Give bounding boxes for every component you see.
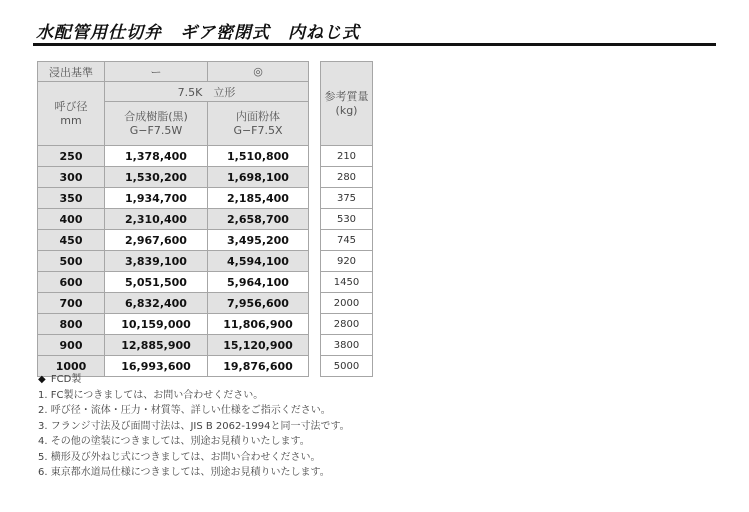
weight-cell: 375 [321, 188, 373, 209]
price-x-cell: 7,956,600 [208, 293, 309, 314]
table-row [38, 209, 309, 230]
price-x-cell: 4,594,100 [208, 251, 309, 272]
note-item: 4. その他の塗装につきましては、別途お見積りいたします。 [38, 436, 310, 447]
spec-header: 7.5K 立形 [105, 82, 309, 102]
price-w-cell: 5,051,500 [105, 272, 208, 293]
size-cell: 600 [38, 272, 105, 293]
size-cell: 350 [38, 188, 105, 209]
note-item: 5. 横形及び外ねじ式につきましては、お問い合わせください。 [38, 451, 321, 463]
col-x-header [208, 102, 309, 146]
weight-cell: 280 [321, 167, 373, 188]
weight-header-text: 参考質量 (kg) [324, 89, 369, 117]
size-cell: 700 [38, 293, 105, 314]
weight-row [321, 146, 373, 167]
price-w-cell: 6,832,400 [105, 293, 208, 314]
price-w-cell: 12,885,900 [105, 335, 208, 356]
price-w-cell: 1,934,700 [105, 188, 208, 209]
price-x-cell: 2,185,400 [208, 188, 309, 209]
price-w-cell: 1,530,200 [105, 167, 208, 188]
price-w-cell: 2,967,600 [105, 230, 208, 251]
material-note-text: FCD製 [50, 374, 82, 385]
size-header [38, 82, 105, 146]
weight-row [321, 230, 373, 251]
weight-row [321, 335, 373, 356]
table-row [38, 251, 309, 272]
table-row [38, 272, 309, 293]
weight-header [321, 62, 373, 146]
weight-cell: 530 [321, 209, 373, 230]
price-w-cell: 2,310,400 [105, 209, 208, 230]
standard-minus: ー [105, 62, 208, 82]
weight-row [321, 209, 373, 230]
price-x-cell: 11,806,900 [208, 314, 309, 335]
price-x-cell: 3,495,200 [208, 230, 309, 251]
table-row [38, 293, 309, 314]
note-item: 2. 呼び径・流体・圧力・材質等、詳しい仕様をご指示ください。 [38, 405, 331, 416]
material-note [38, 372, 350, 388]
price-w-cell: 1,378,400 [105, 146, 208, 167]
col-w-header-text: 合成樹脂(黒) G−F7.5W [124, 109, 188, 137]
table-row [38, 167, 309, 188]
weight-cell: 210 [321, 146, 373, 167]
diamond-icon: ◆ [38, 374, 46, 385]
weight-table-body [321, 146, 373, 377]
size-cell: 450 [38, 230, 105, 251]
standard-label: 浸出基準 [38, 62, 105, 82]
size-header-text: 呼び径 mm [54, 99, 88, 127]
price-x-cell: 2,658,700 [208, 209, 309, 230]
table-row [38, 230, 309, 251]
weight-cell: 920 [321, 251, 373, 272]
price-w-cell: 10,159,000 [105, 314, 208, 335]
price-x-cell: 1,510,800 [208, 146, 309, 167]
price-x-cell: 1,698,100 [208, 167, 309, 188]
col-w-header [105, 102, 208, 146]
notes [38, 372, 350, 481]
weight-row [321, 272, 373, 293]
size-cell: 1000 [38, 356, 105, 377]
weight-cell: 745 [321, 230, 373, 251]
weight-cell: 1450 [321, 272, 373, 293]
standard-circle: ◎ [208, 62, 309, 82]
price-table-body [38, 146, 309, 377]
page-title: 水配管用仕切弁 ギア密閉式 内ねじ式 [36, 23, 360, 43]
weight-cell: 2000 [321, 293, 373, 314]
weight-table [320, 61, 373, 377]
weight-row [321, 314, 373, 335]
size-cell: 250 [38, 146, 105, 167]
price-x-cell: 19,876,600 [208, 356, 309, 377]
note-item: 3. フランジ寸法及び面間寸法は、JIS B 2062-1994と同一寸法です。 [38, 420, 350, 432]
table-row [38, 188, 309, 209]
weight-cell: 2800 [321, 314, 373, 335]
price-table [37, 61, 309, 377]
weight-cell: 5000 [321, 356, 373, 377]
price-x-cell: 15,120,900 [208, 335, 309, 356]
size-cell: 400 [38, 209, 105, 230]
table-row [38, 335, 309, 356]
title-rule [33, 43, 716, 46]
price-x-cell: 5,964,100 [208, 272, 309, 293]
weight-row [321, 293, 373, 314]
note-item: 1. FC製につきましては、お問い合わせください。 [38, 389, 264, 401]
weight-row [321, 188, 373, 209]
notes-list [38, 388, 350, 481]
price-w-cell: 16,993,600 [105, 356, 208, 377]
table-row [38, 314, 309, 335]
col-x-header-text: 内面粉体 G−F7.5X [233, 109, 283, 137]
weight-row [321, 251, 373, 272]
size-cell: 300 [38, 167, 105, 188]
weight-row [321, 167, 373, 188]
price-w-cell: 3,839,100 [105, 251, 208, 272]
size-cell: 800 [38, 314, 105, 335]
table-row [38, 146, 309, 167]
size-cell: 500 [38, 251, 105, 272]
weight-cell: 3800 [321, 335, 373, 356]
size-cell: 900 [38, 335, 105, 356]
note-item: 6. 東京都水道局仕様につきましては、別途お見積りいたします。 [38, 467, 330, 478]
